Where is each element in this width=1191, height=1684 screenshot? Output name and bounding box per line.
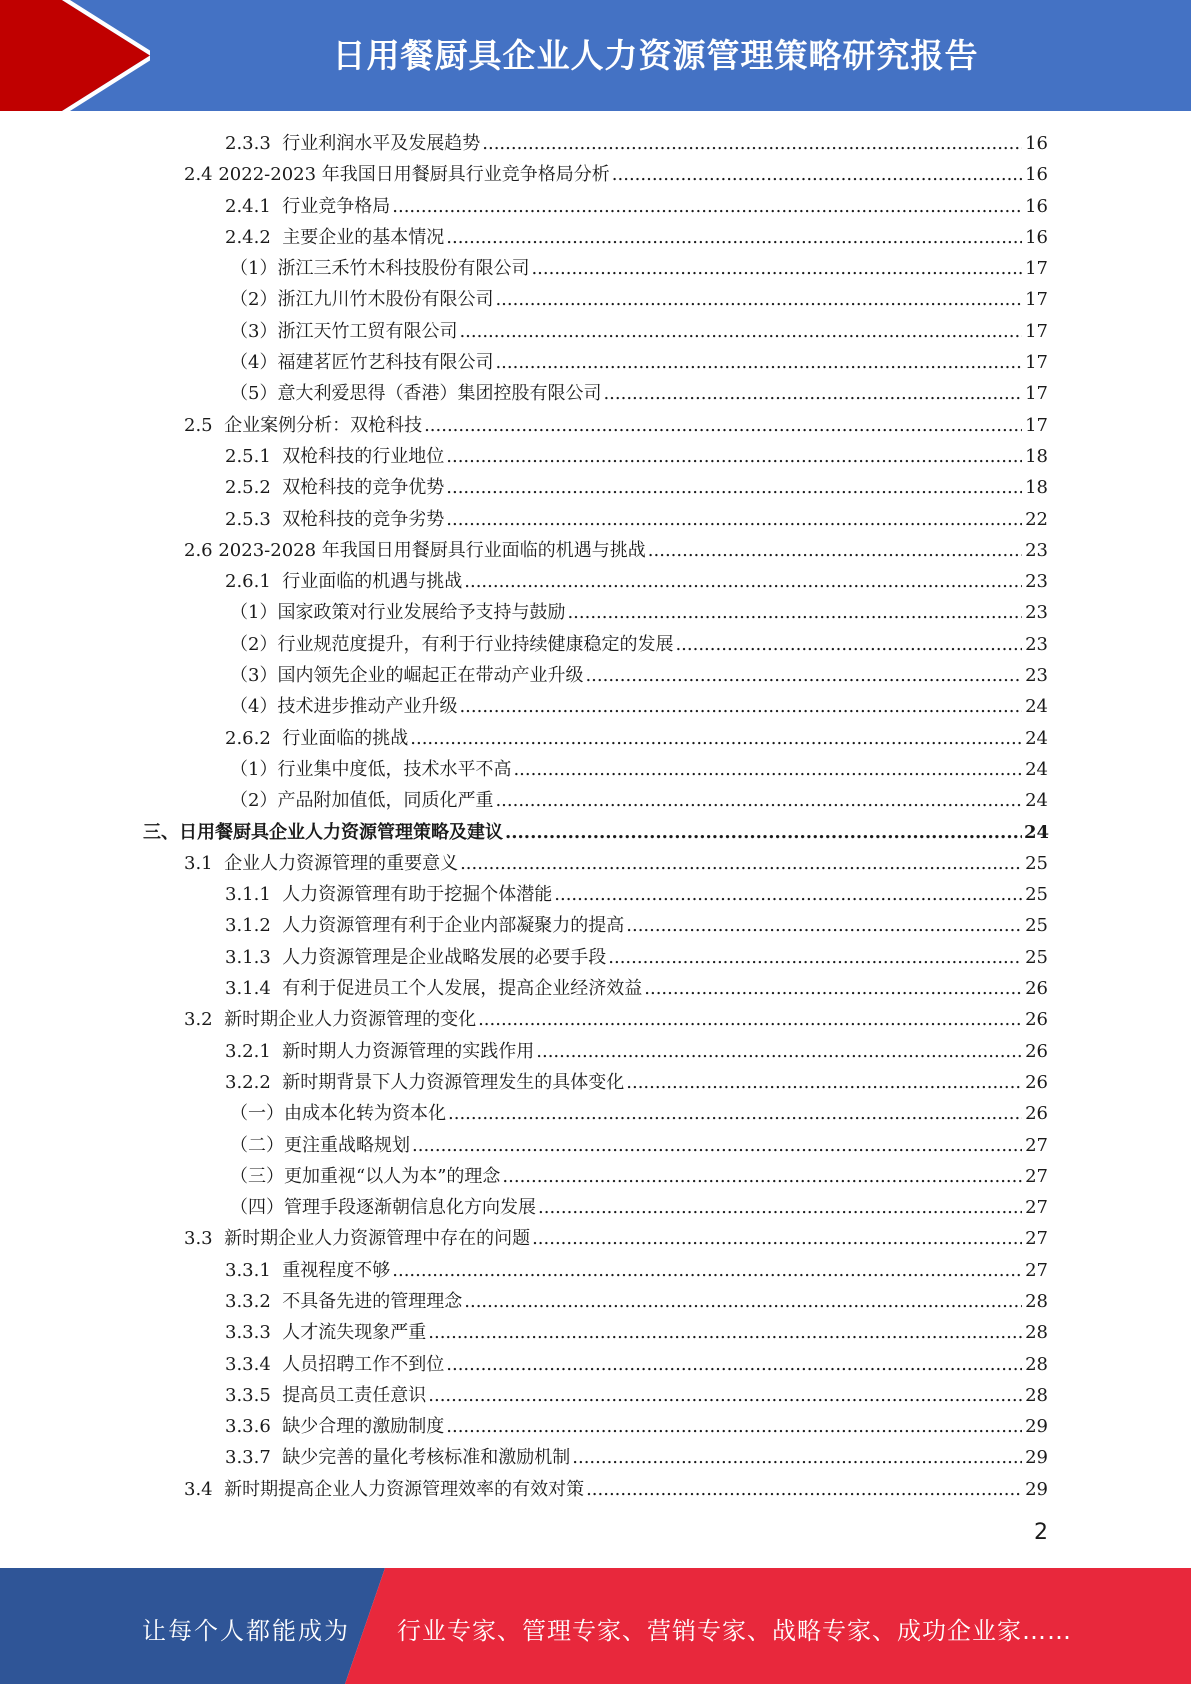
toc-dot-leader (428, 1380, 1022, 1411)
toc-entry-page: 16 (1025, 195, 1048, 217)
toc-entry[interactable] (0, 1036, 1191, 1067)
toc-entry-label: 2.6.2 行业面临的挑战 (225, 727, 409, 749)
toc-entry-label: 3.1.1 人力资源管理有助于挖掘个体潜能 (225, 884, 553, 906)
toc-entry-label: 2.6.1 行业面临的机遇与挑战 (225, 571, 463, 593)
toc-entry-page: 24 (1025, 790, 1048, 812)
toc-entry[interactable] (0, 910, 1191, 941)
toc-dot-leader (536, 1036, 1022, 1067)
toc-entry-label: （一）由成本化转为资本化 (230, 1103, 446, 1125)
toc-entry-label: 2.6 2023-2028 年我国日用餐厨具行业面临的机遇与挑战 (184, 539, 646, 561)
toc-entry[interactable] (0, 848, 1191, 879)
toc-dot-leader (392, 191, 1022, 222)
toc-entry-label: 3.3.7 缺少完善的量化考核标准和激励机制 (225, 1447, 571, 1469)
toc-entry-page: 27 (1025, 1259, 1048, 1281)
toc-dot-leader (585, 660, 1022, 691)
toc-entry-label: （1）浙江三禾竹木科技股份有限公司 (230, 258, 530, 280)
toc-entry[interactable] (0, 723, 1191, 754)
toc-entry-page: 25 (1025, 884, 1048, 906)
toc-entry[interactable] (0, 284, 1191, 315)
toc-entry-page: 24 (1025, 696, 1048, 718)
toc-entry[interactable] (0, 504, 1191, 535)
toc-dot-leader (446, 472, 1022, 503)
toc-dot-leader (412, 1130, 1022, 1161)
toc-entry-page: 23 (1025, 602, 1048, 624)
toc-entry-label: 2.4 2022-2023 年我国日用餐厨具行业竞争格局分析 (184, 164, 610, 186)
toc-entry-label: （三）更加重视“以人为本”的理念 (230, 1165, 501, 1187)
toc-dot-leader (626, 910, 1022, 941)
toc-entry-page: 26 (1025, 1103, 1048, 1125)
toc-entry[interactable] (0, 1255, 1191, 1286)
toc-entry-label: （4）技术进步推动产业升级 (230, 696, 458, 718)
toc-dot-leader (428, 1317, 1022, 1348)
toc-entry[interactable] (0, 1349, 1191, 1380)
toc-entry-page: 17 (1025, 258, 1048, 280)
toc-entry[interactable] (0, 1474, 1191, 1505)
toc-entry-page: 23 (1025, 539, 1048, 561)
toc-dot-leader (495, 347, 1022, 378)
toc-entry-label: 三、日用餐厨具企业人力资源管理策略及建议 (143, 821, 503, 843)
toc-entry-label: （5）意大利爱思得（香港）集团控股有限公司 (230, 383, 602, 405)
toc-entry-page: 16 (1025, 164, 1048, 186)
toc-entry-label: 3.3 新时期企业人力资源管理中存在的问题 (184, 1228, 531, 1250)
toc-entry[interactable] (0, 1130, 1191, 1161)
toc-entry-page: 16 (1025, 226, 1048, 248)
toc-entry-page: 25 (1025, 946, 1048, 968)
toc-dot-leader (608, 942, 1022, 973)
toc-entry-page: 24 (1025, 758, 1048, 780)
toc-dot-leader (675, 629, 1022, 660)
toc-entry-label: 2.5.1 双枪科技的行业地位 (225, 445, 445, 467)
toc-entry[interactable] (0, 942, 1191, 973)
page-number: 2 (1034, 1520, 1048, 1545)
toc-dot-leader (446, 1349, 1022, 1380)
toc-entry[interactable] (0, 754, 1191, 785)
toc-dot-leader (446, 1411, 1022, 1442)
toc-entry[interactable] (0, 1380, 1191, 1411)
toc-entry-label: 3.3.2 不具备先进的管理理念 (225, 1290, 463, 1312)
toc-entry[interactable] (0, 222, 1191, 253)
toc-dot-leader (460, 848, 1022, 879)
toc-dot-leader (446, 504, 1022, 535)
toc-entry-page: 17 (1025, 414, 1048, 436)
toc-entry[interactable] (0, 159, 1191, 190)
toc-entry-page: 17 (1025, 320, 1048, 342)
toc-dot-leader (603, 378, 1022, 409)
toc-entry[interactable] (0, 817, 1191, 848)
toc-dot-leader (648, 535, 1022, 566)
toc-entry-page: 28 (1025, 1322, 1048, 1344)
toc-dot-leader (410, 723, 1022, 754)
toc-entry-page: 23 (1025, 571, 1048, 593)
toc-entry[interactable] (0, 535, 1191, 566)
toc-entry-label: 2.5 企业案例分析：双枪科技 (184, 414, 423, 436)
toc-entry-label: 2.4.1 行业竞争格局 (225, 195, 391, 217)
header-banner (0, 0, 1191, 111)
toc-entry-page: 27 (1025, 1165, 1048, 1187)
toc-entry[interactable] (0, 1192, 1191, 1223)
toc-entry[interactable] (0, 629, 1191, 660)
toc-dot-leader (505, 817, 1022, 848)
toc-entry-page: 17 (1025, 289, 1048, 311)
toc-entry-label: （3）国内领先企业的崛起正在带动产业升级 (230, 665, 584, 687)
footer-slogan-right: 行业专家、管理专家、营销专家、战略专家、成功企业家…… (397, 1617, 1072, 1645)
toc-entry-page: 26 (1025, 978, 1048, 1000)
toc-dot-leader (464, 1286, 1022, 1317)
toc-entry-label: 3.3.4 人员招聘工作不到位 (225, 1353, 445, 1375)
toc-entry[interactable] (0, 597, 1191, 628)
toc-entry-page: 27 (1025, 1228, 1048, 1250)
toc-entry[interactable] (0, 1317, 1191, 1348)
toc-entry[interactable] (0, 691, 1191, 722)
toc-entry[interactable] (0, 1067, 1191, 1098)
toc-entry[interactable] (0, 785, 1191, 816)
toc-dot-leader (424, 410, 1022, 441)
toc-entry[interactable] (0, 128, 1191, 159)
toc-entry-label: （3）浙江天竹工贸有限公司 (230, 320, 458, 342)
toc-entry[interactable] (0, 566, 1191, 597)
toc-entry-label: 3.3.1 重视程度不够 (225, 1259, 391, 1281)
toc-entry-page: 26 (1025, 1009, 1048, 1031)
toc-entry[interactable] (0, 253, 1191, 284)
toc-entry[interactable] (0, 410, 1191, 441)
toc-dot-leader (478, 1004, 1022, 1035)
toc-entry-label: （四）管理手段逐渐朝信息化方向发展 (230, 1197, 536, 1219)
toc-entry[interactable] (0, 879, 1191, 910)
toc-entry-label: （2）产品附加值低，同质化严重 (230, 790, 494, 812)
toc-dot-leader (446, 441, 1022, 472)
toc-dot-leader (459, 316, 1022, 347)
toc-entry-page: 26 (1025, 1040, 1048, 1062)
toc-entry-page: 27 (1025, 1134, 1048, 1156)
toc-dot-leader (459, 691, 1022, 722)
toc-entry[interactable] (0, 1442, 1191, 1473)
toc-dot-leader (495, 785, 1022, 816)
toc-dot-leader (532, 1223, 1022, 1254)
toc-entry-label: 2.5.2 双枪科技的竞争优势 (225, 477, 445, 499)
toc-entry-label: 3.3.6 缺少合理的激励制度 (225, 1416, 445, 1438)
toc-entry-label: 2.5.3 双枪科技的竞争劣势 (225, 508, 445, 530)
toc-entry-label: 3.1.4 有利于促进员工个人发展，提高企业经济效益 (225, 978, 643, 1000)
toc-entry-page: 28 (1025, 1290, 1048, 1312)
footer-slogan-left: 让每个人都能成为 (142, 1617, 350, 1645)
toc-entry-page: 23 (1025, 633, 1048, 655)
toc-entry-label: 3.1.2 人力资源管理有利于企业内部凝聚力的提高 (225, 915, 625, 937)
toc-entry-page: 28 (1025, 1384, 1048, 1406)
toc-entry-label: （二）更注重战略规划 (230, 1134, 410, 1156)
toc-dot-leader (538, 1192, 1022, 1223)
toc-entry-page: 18 (1025, 477, 1048, 499)
toc-entry-page: 26 (1025, 1071, 1048, 1093)
toc-entry[interactable] (0, 660, 1191, 691)
toc-entry[interactable] (0, 347, 1191, 378)
toc-entry[interactable] (0, 1411, 1191, 1442)
toc-entry-label: 3.2 新时期企业人力资源管理的变化 (184, 1009, 477, 1031)
toc-dot-leader (513, 754, 1022, 785)
toc-dot-leader (572, 1442, 1022, 1473)
toc-entry-page: 29 (1025, 1416, 1048, 1438)
toc-entry-label: 3.1 企业人力资源管理的重要意义 (184, 852, 459, 874)
toc-entry[interactable] (0, 441, 1191, 472)
toc-entry-label: （1）行业集中度低，技术水平不高 (230, 758, 512, 780)
toc-entry[interactable] (0, 1223, 1191, 1254)
toc-entry[interactable] (0, 191, 1191, 222)
table-of-contents (0, 128, 1191, 1505)
toc-entry[interactable] (0, 1286, 1191, 1317)
toc-entry-label: （4）福建茗匠竹艺科技有限公司 (230, 352, 494, 374)
toc-entry-page: 23 (1025, 665, 1048, 687)
toc-entry-label: 3.3.5 提高员工责任意识 (225, 1384, 427, 1406)
toc-entry-label: 3.4 新时期提高企业人力资源管理效率的有效对策 (184, 1478, 585, 1500)
toc-entry-page: 29 (1025, 1478, 1048, 1500)
toc-entry-page: 22 (1025, 508, 1048, 530)
toc-entry-label: 2.4.2 主要企业的基本情况 (225, 226, 445, 248)
toc-dot-leader (644, 973, 1022, 1004)
toc-entry-page: 27 (1025, 1197, 1048, 1219)
toc-entry-label: （2）浙江九川竹木股份有限公司 (230, 289, 494, 311)
toc-dot-leader (446, 222, 1022, 253)
toc-entry[interactable] (0, 378, 1191, 409)
toc-dot-leader (612, 159, 1022, 190)
toc-entry-page: 25 (1025, 915, 1048, 937)
toc-entry-label: 3.3.3 人才流失现象严重 (225, 1322, 427, 1344)
toc-entry-page: 24 (1024, 821, 1050, 843)
toc-dot-leader (448, 1098, 1022, 1129)
toc-dot-leader (502, 1161, 1022, 1192)
toc-entry-label: （1）国家政策对行业发展给予支持与鼓励 (230, 602, 566, 624)
toc-entry-label: （2）行业规范度提升，有利于行业持续健康稳定的发展 (230, 633, 674, 655)
toc-dot-leader (531, 253, 1022, 284)
toc-entry-page: 16 (1025, 133, 1048, 154)
toc-entry-page: 17 (1025, 352, 1048, 374)
toc-entry[interactable] (0, 1004, 1191, 1035)
toc-entry-page: 18 (1025, 445, 1048, 467)
toc-entry[interactable] (0, 1161, 1191, 1192)
toc-dot-leader (626, 1067, 1022, 1098)
toc-entry-label: 3.1.3 人力资源管理是企业战略发展的必要手段 (225, 946, 607, 968)
toc-entry-label: 3.2.2 新时期背景下人力资源管理发生的具体变化 (225, 1071, 625, 1093)
toc-dot-leader (495, 284, 1022, 315)
toc-entry[interactable] (0, 472, 1191, 503)
toc-dot-leader (567, 597, 1022, 628)
toc-entry-page: 28 (1025, 1353, 1048, 1375)
toc-entry-page: 25 (1025, 852, 1048, 874)
toc-dot-leader (392, 1255, 1022, 1286)
toc-entry-page: 29 (1025, 1447, 1048, 1469)
toc-entry[interactable] (0, 973, 1191, 1004)
toc-dot-leader (482, 128, 1022, 159)
toc-entry-page: 24 (1025, 727, 1048, 749)
toc-dot-leader (586, 1474, 1022, 1505)
toc-entry-label: 2.3.3 行业利润水平及发展趋势 (225, 133, 481, 154)
toc-entry-page: 17 (1025, 383, 1048, 405)
report-title: 日用餐厨具企业人力资源管理策略研究报告 (332, 36, 979, 75)
toc-dot-leader (554, 879, 1022, 910)
toc-entry[interactable] (0, 1098, 1191, 1129)
toc-entry[interactable] (0, 316, 1191, 347)
footer-banner (0, 1568, 1191, 1684)
toc-dot-leader (464, 566, 1022, 597)
toc-entry-label: 3.2.1 新时期人力资源管理的实践作用 (225, 1040, 535, 1062)
